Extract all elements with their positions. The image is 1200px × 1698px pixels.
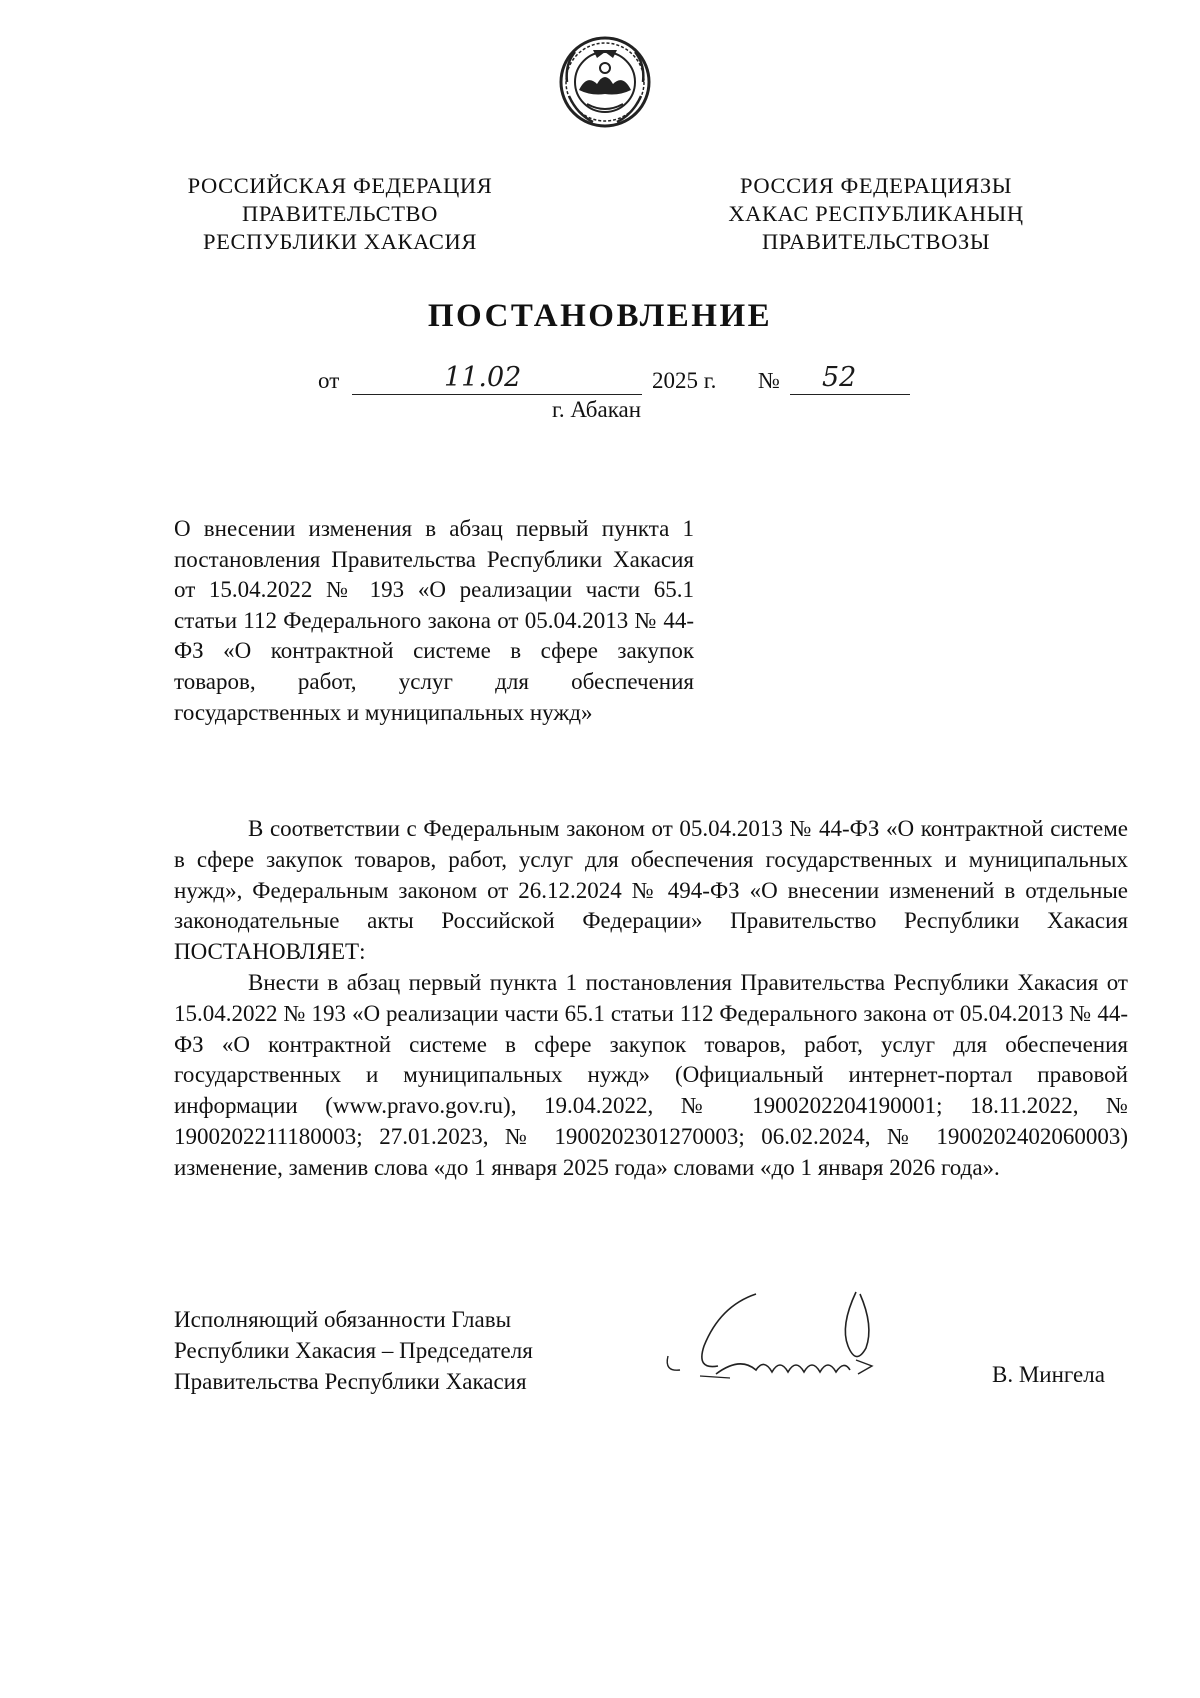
document-title: ПОСТАНОВЛЕНИЕ [427, 298, 773, 334]
date-prefix: от [318, 368, 340, 393]
signatory-name: В. Мингела [992, 1362, 1105, 1387]
signatory-position-line: Правительства Республики Хакасия [174, 1369, 527, 1394]
header-left-line: РЕСПУБЛИКИ ХАКАСИЯ [203, 229, 477, 254]
coat-of-arms-emblem [557, 34, 653, 130]
body-paragraph: В соответствии с Федеральным законом от 05.04.2013 № 44-ФЗ «О контрактной системе в сфере закупок товаров, работ, услуг для обеспечения государственных и муниципальных нужд», Федеральным законом от 26.12.2024 № 494-ФЗ «О внесении изменений в отдельные законодательные акты Российской Федерации» Правительство Республики Хакасия ПОСТАНОВЛЯЕТ: [174, 816, 1128, 965]
handwritten-signature [660, 1286, 910, 1396]
header-left-line: ПРАВИТЕЛЬСТВО [241, 201, 438, 226]
subject-heading: О внесении изменения в абзац первый пункта 1 постановления Правительства Республики Хакасия от 15.04.2022 № 193 «О реализации части 65.1 статьи 112 Федерального закона от 05.04.2013 № 44-ФЗ «О контрактной системе в сфере закупок товаров, работ, услуг для обеспечения государственных и муниципальных нужд» [174, 516, 694, 725]
header-right-line: ПРАВИТЕЛЬСТВОЗЫ [761, 229, 991, 254]
number-handwritten: 52 [822, 362, 857, 393]
body-paragraph: Внести в абзац первый пункта 1 постановления Правительства Республики Хакасия от 15.04.2022 № 193 «О реализации части 65.1 статьи 112 Федерального закона от 05.04.2013 № 44-ФЗ «О контрактной системе в сфере закупок товаров, работ, услуг для обеспечения государственных и муниципальных нужд» (Официальный интернет-портал правовой информации (www.pravo.gov.ru), 19.04.2022, № 1900202204190001; 18.11.2022, № 1900202211180003; 27.01.2023, № 1900202301270003; 06.02.2024, № 1900202402060003) изменение, заменив слова «до 1 января 2025 года» словами «до 1 января 2026 года». [174, 969, 1128, 1180]
date-underline [352, 394, 642, 395]
date-handwritten: 11.02 [444, 362, 522, 393]
date-line [0, 362, 1200, 396]
header-right-line: ХАКАС РЕСПУБЛИКАНЫҢ [728, 201, 1024, 226]
number-prefix: № [758, 368, 780, 393]
signatory-position [174, 1304, 634, 1397]
header-right-line: РОССИЯ ФЕДЕРАЦИЯЗЫ [740, 173, 1012, 198]
city-label: г. Абакан [552, 397, 642, 422]
year-label: 2025 г. [652, 368, 717, 393]
header-left-line: РОССИЙСКАЯ ФЕДЕРАЦИЯ [187, 173, 493, 198]
signatory-position-line: Исполняющий обязанности Главы [174, 1307, 512, 1332]
signatory-position-line: Республики Хакасия – Председателя [174, 1338, 533, 1363]
header-right [696, 172, 1056, 256]
number-underline [790, 394, 910, 395]
header-left [160, 172, 520, 256]
body-text [174, 814, 1128, 1184]
